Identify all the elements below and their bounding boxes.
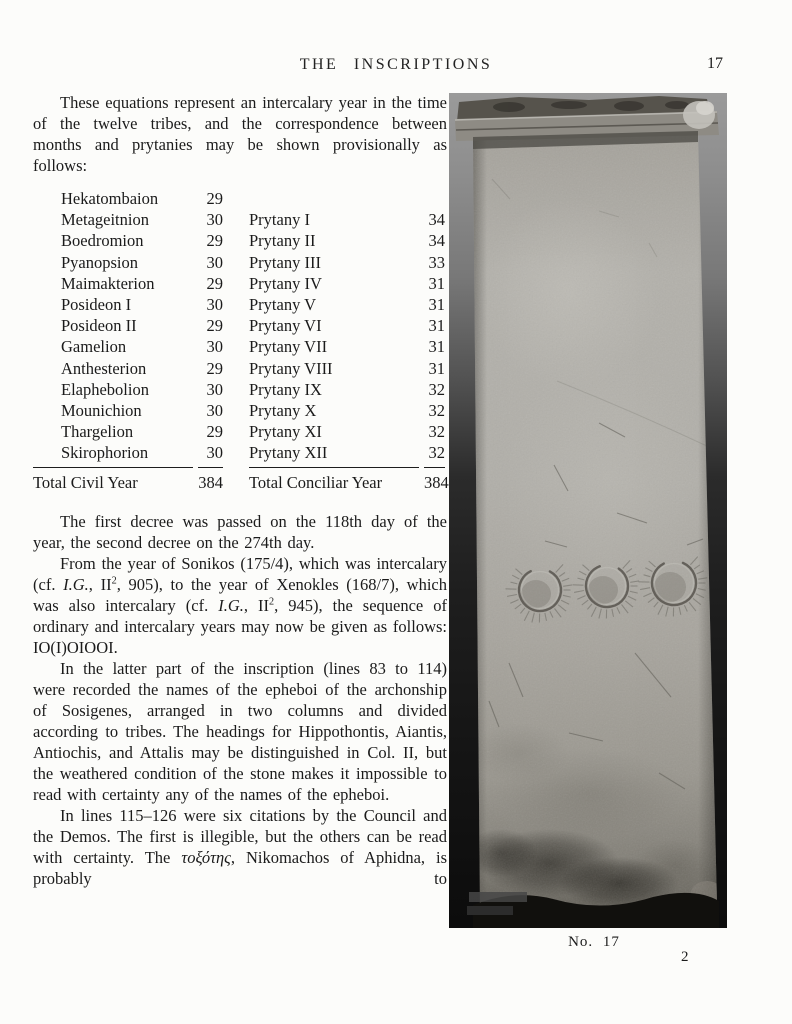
month-days: 30 (206, 210, 223, 230)
calendar-row (33, 230, 447, 251)
prytany-name: Prytany VI (249, 316, 322, 336)
column-gap (223, 273, 249, 294)
para-sequence: From the year of Sonikos (175/4), which was intercalary (cf. I.G., $II^2$, 905), to the year of Xenokles (168/7), which was also intercalary (cf. I.G., $II^2$, 945), the sequence of ordinary and intercalary years may now be given as follows: IO(I)OIOOI. (33, 553, 447, 657)
month-days: 30 (206, 295, 223, 315)
month-days: 30 (206, 401, 223, 421)
signature-mark: 2 (681, 949, 689, 965)
column-gap (223, 252, 249, 273)
prytany-name: Prytany IV (249, 273, 322, 293)
column-gap (223, 467, 249, 493)
calendar-totals-row (33, 467, 447, 493)
column-gap (223, 230, 249, 251)
prytany-name: Prytany I (249, 210, 310, 230)
prytany-name: Prytany VII (249, 337, 328, 357)
month-name: Posideon I (61, 295, 132, 315)
stele-cap (455, 96, 719, 149)
column-gap (223, 379, 249, 400)
total-civil-label: Total Civil Year (33, 467, 193, 493)
prytany-days: 32 (428, 443, 445, 463)
prytany-name: Prytany VIII (249, 358, 333, 378)
total-conciliar-label: Total Conciliar Year (249, 467, 419, 493)
column-gap (223, 442, 249, 463)
month-days: 29 (206, 273, 223, 293)
para-epheboi: In the latter part of the inscription (lines 83 to 114) were recorded the names of the epheboi of the archonship of Sosigenes, arranged in two columns and divided according to tribes. The headings for Hippothontis, Aiantis, Antiochis, and Attalis may be distinguished in Col. II, but the weathered condition of the stone makes it impossible to read with certainty any of the names of the epheboi. (33, 658, 447, 804)
calendar-row (33, 400, 447, 421)
total-civil-value: 384 (198, 467, 223, 493)
column-gap (223, 336, 249, 357)
calendar-row (33, 252, 447, 273)
month-days: 30 (206, 337, 223, 357)
month-name: Gamelion (61, 337, 127, 357)
prytany-days: 32 (428, 401, 445, 421)
column-gap (223, 209, 249, 230)
prytany-name (249, 188, 419, 209)
calendar-row (33, 273, 447, 294)
prytany-name: Prytany III (249, 252, 321, 272)
month-days: 30 (206, 443, 223, 463)
prytany-name: Prytany IX (249, 379, 322, 399)
running-head: THE INSCRIPTIONS (299, 56, 493, 73)
calendar-table (33, 188, 447, 493)
month-name: Skirophorion (61, 443, 149, 463)
prytany-name: Prytany XII (249, 443, 328, 463)
para-decrees: The first decree was passed on the 118th day of the year, the second decree on the 274th day. (33, 511, 447, 552)
month-days: 30 (206, 252, 223, 272)
total-conciliar-value: 384 (424, 467, 445, 493)
month-name: Mounichion (61, 401, 142, 421)
column-gap (223, 188, 249, 209)
calendar-row (33, 188, 447, 209)
column-gap (223, 421, 249, 442)
month-name: Posideon II (61, 316, 137, 336)
month-name: Elaphebolion (61, 379, 149, 399)
month-days: 29 (206, 231, 223, 251)
month-name: Pyanopsion (61, 252, 139, 272)
calendar-row (33, 421, 447, 442)
month-days: 29 (206, 358, 223, 378)
prytany-name: Prytany V (249, 295, 317, 315)
column-gap (223, 400, 249, 421)
prytany-days: 34 (428, 210, 445, 230)
calendar-row (33, 442, 447, 463)
calendar-row (33, 379, 447, 400)
month-days: 29 (206, 189, 223, 208)
prytany-days: 32 (428, 379, 445, 399)
month-name: Boedromion (61, 231, 144, 251)
column-gap (223, 315, 249, 336)
prytany-days: 31 (428, 316, 445, 336)
calendar-row (33, 336, 447, 357)
month-name: Maimakterion (61, 273, 155, 293)
month-name: Thargelion (61, 422, 134, 442)
month-days: 30 (206, 379, 223, 399)
prytany-days: 31 (428, 273, 445, 293)
prytany-days: 31 (428, 295, 445, 315)
page-number: 17 (707, 55, 723, 72)
figure-caption: No. 17 (568, 934, 620, 950)
stele-photo-illustration (449, 93, 727, 928)
column-gap (223, 358, 249, 379)
prytany-days (419, 188, 445, 209)
prytany-days: 31 (428, 337, 445, 357)
calendar-row (33, 315, 447, 336)
prytany-name: Prytany XI (249, 422, 322, 442)
month-days: 29 (206, 316, 223, 336)
intro-paragraphs (33, 92, 447, 176)
stele-photo (449, 93, 727, 928)
prytany-name: Prytany X (249, 401, 317, 421)
column-gap (223, 294, 249, 315)
month-days: 29 (206, 422, 223, 442)
prytany-days: 34 (428, 231, 445, 251)
month-name: Metageitnion (61, 210, 149, 230)
calendar-row (33, 358, 447, 379)
text-column (33, 92, 447, 889)
prytany-days: 32 (428, 422, 445, 442)
prytany-days: 31 (428, 358, 445, 378)
prytany-days: 33 (428, 252, 445, 272)
calendar-rows (33, 188, 447, 464)
month-name: Anthesterion (61, 358, 147, 378)
month-name: Hekatombaion (61, 189, 159, 208)
body-paragraphs (33, 511, 447, 889)
para-citations: In lines 115–126 were six citations by the Council and the Demos. The first is illegible, but the others can be read with certainty. The τοξότης, Nikomachos of Aphidna, is probably to (33, 805, 447, 888)
calendar-row (33, 294, 447, 315)
para-equations: These equations represent an intercalary year in the time of the twelve tribes, and the correspondence between months and prytanies may be shown provisionally as follows: (33, 93, 447, 175)
prytany-name: Prytany II (249, 231, 316, 251)
calendar-row (33, 209, 447, 230)
stele-shaft (465, 129, 723, 928)
